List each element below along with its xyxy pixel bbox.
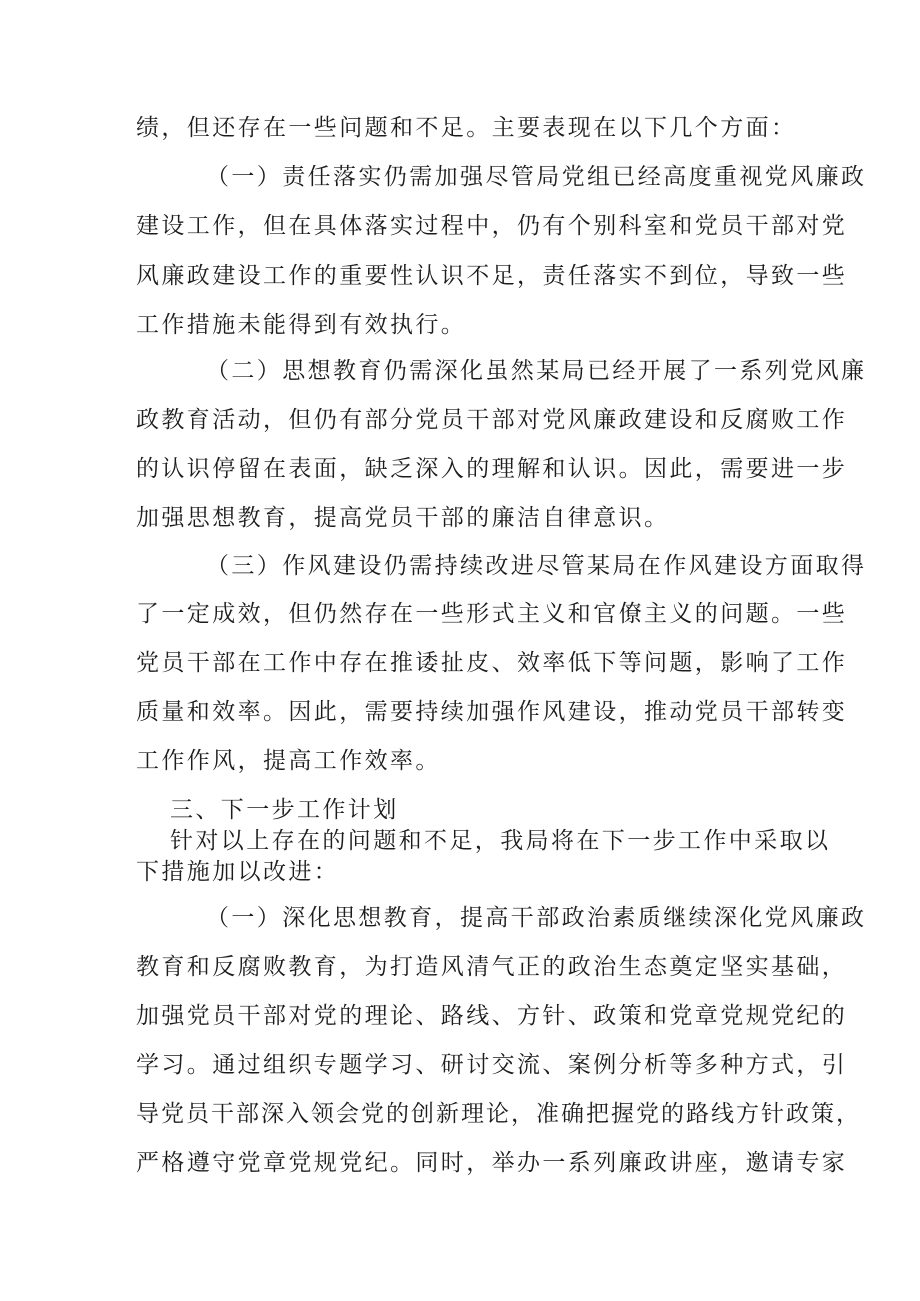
paragraph-line: 针对以上存在的问题和不足，我局将在下一步工作中采取以 [170, 828, 831, 854]
paragraph-line: 学习。通过组织专题学习、研讨交流、案例分析等多种方式，引 [136, 1052, 848, 1078]
paragraph-line: 的认识停留在表面，缺乏深入的理解和认识。因此，需要进一步 [136, 456, 848, 482]
paragraph-line: 质量和效率。因此，需要持续加强作风建设，推动党员干部转变 [136, 699, 848, 725]
paragraph-line: 风廉政建设工作的重要性认识不足，责任落实不到位，导致一些 [136, 263, 848, 289]
section-heading: 三、下一步工作计划 [170, 797, 399, 823]
paragraph-line: 政教育活动，但仍有部分党员干部对党风廉政建设和反腐败工作 [136, 407, 848, 433]
paragraph-line: 党员干部在工作中存在推诿扯皮、效率低下等问题，影响了工作 [136, 650, 848, 676]
subsection-heading-line: （三）作风建设仍需持续改进尽管某局在作风建设方面取得 [206, 553, 867, 579]
paragraph-line: 加强思想教育，提高党员干部的廉洁自律意识。 [136, 505, 670, 531]
paragraph-line: 导党员干部深入领会党的创新理论，准确把握党的路线方针政策， [136, 1101, 861, 1127]
paragraph-line: 建设工作，但在具体落实过程中，仍有个别科室和党员干部对党 [136, 213, 848, 239]
subsection-heading-line: （一）责任落实仍需加强尽管局党组已经高度重视党风廉政 [206, 164, 867, 190]
paragraph-line: 严格遵守党章党规党纪。同时，举办一系列廉政讲座，邀请专家 [136, 1150, 848, 1176]
paragraph-line: 绩，但还存在一些问题和不足。主要表现在以下几个方面： [136, 115, 797, 141]
paragraph-line: 加强党员干部对党的理论、路线、方针、政策和党章党规党纪的 [136, 1003, 848, 1029]
paragraph-line: 教育和反腐败教育，为打造风清气正的政治生态奠定坚实基础， [136, 954, 848, 980]
paragraph-line: 工作措施未能得到有效执行。 [136, 312, 467, 338]
subsection-heading-line: （二）思想教育仍需深化虽然某局已经开展了一系列党风廉 [206, 358, 867, 384]
paragraph-line: 了一定成效，但仍然存在一些形式主义和官僚主义的问题。一些 [136, 601, 848, 627]
paragraph-line: 下措施加以改进： [136, 859, 340, 885]
paragraph-line: 工作作风，提高工作效率。 [136, 748, 441, 774]
subsection-heading-line: （一）深化思想教育，提高干部政治素质继续深化党风廉政 [206, 905, 867, 931]
